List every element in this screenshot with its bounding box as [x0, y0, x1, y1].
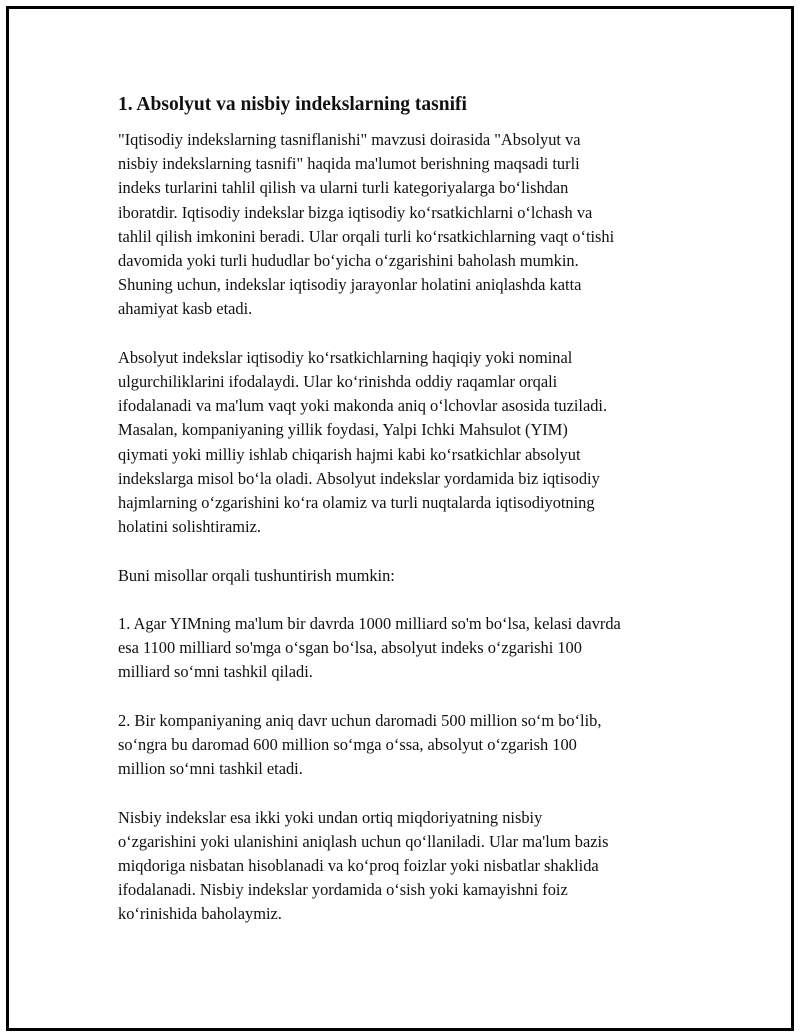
- paragraph-example-2: [118, 709, 698, 782]
- text-line: ifodalanadi. Nisbiy indekslar yordamida o‘sish yoki kamayishni foiz: [118, 880, 568, 900]
- text-line: 2. Bir kompaniyaning aniq davr uchun daromadi 500 million so‘m bo‘lib,: [118, 710, 602, 730]
- paragraph-example-1: [118, 612, 698, 685]
- text-line: ulgurchiliklarini ifodalaydi. Ular ko‘rinishda oddiy raqamlar orqali: [118, 372, 558, 392]
- text-line: qiymati yoki milliy ishlab chiqarish hajmi kabi ko‘rsatkichlar absolyut: [118, 444, 581, 464]
- text-line: Nisbiy indekslar esa ikki yoki undan ortiq miqdoriyatning nisbiy: [118, 807, 543, 827]
- text-line: Masalan, kompaniyaning yillik foydasi, Yalpi Ichki Mahsulot (YIM): [118, 420, 568, 440]
- text-line: davomida yoki turli hududlar bo‘yicha o‘zgarishini baholash mumkin.: [118, 251, 579, 271]
- text-line: miqdoriga nisbatan hisoblanadi va ko‘proq foizlar yoki nisbatlar shaklida: [118, 856, 599, 876]
- text-line: indekslarga misol bo‘la oladi. Absolyut indekslar yordamida biz iqtisodiy: [118, 468, 600, 488]
- text-line: 1. Agar YIMning ma'lum bir davrda 1000 milliard so'm bo‘lsa, kelasi davrda: [118, 614, 621, 634]
- paragraph-intro: [118, 128, 698, 322]
- text-line: Absolyut indekslar iqtisodiy ko‘rsatkichlarning haqiqiy yoki nominal: [118, 347, 573, 367]
- text-line: iboratdir. Iqtisodiy indekslar bizga iqtisodiy ko‘rsatkichlarni o‘lchash va: [118, 202, 593, 222]
- paragraph-examples-intro: [118, 564, 698, 588]
- text-line: milliard so‘mni tashkil qiladi.: [118, 662, 313, 682]
- document-body: [118, 92, 698, 951]
- paragraph-relative-indexes: [118, 806, 698, 927]
- paragraph-absolute-indexes: [118, 346, 698, 540]
- text-line: o‘zgarishini yoki ulanishini aniqlash uchun qo‘llaniladi. Ular ma'lum bazis: [118, 831, 609, 851]
- text-line: holatini solishtiramiz.: [118, 517, 261, 537]
- text-line: Buni misollar orqali tushuntirish mumkin:: [118, 565, 395, 585]
- section-heading: 1. Absolyut va nisbiy indekslarning tasnifi: [118, 94, 467, 115]
- text-line: million so‘mni tashkil etadi.: [118, 759, 303, 779]
- text-line: ahamiyat kasb etadi.: [118, 299, 253, 319]
- text-line: so‘ngra bu daromad 600 million so‘mga o‘ssa, absolyut o‘zgarish 100: [118, 735, 577, 755]
- text-line: "Iqtisodiy indekslarning tasniflanishi" mavzusi doirasida "Absolyut va: [118, 130, 581, 149]
- text-line: esa 1100 milliard so'mga o‘sgan bo‘lsa, absolyut indeks o‘zgarishi 100: [118, 638, 582, 658]
- text-line: tahlil qilish imkonini beradi. Ular orqali turli ko‘rsatkichlarning vaqt o‘tishi: [118, 226, 615, 246]
- text-line: hajmlarning o‘zgarishini ko‘ra olamiz va turli nuqtalarda iqtisodiyotning: [118, 493, 595, 513]
- text-line: nisbiy indekslarning tasnifi" haqida ma'lumot berishning maqsadi turli: [118, 154, 580, 174]
- text-line: Shuning uchun, indekslar iqtisodiy jarayonlar holatini aniqlashda katta: [118, 275, 582, 295]
- text-line: ifodalanadi va ma'lum vaqt yoki makonda aniq o‘lchovlar asosida tuziladi.: [118, 396, 608, 416]
- text-line: ko‘rinishida baholaymiz.: [118, 904, 282, 924]
- text-line: indeks turlarini tahlil qilish va ularni turli kategoriyalarga bo‘lishdan: [118, 178, 569, 198]
